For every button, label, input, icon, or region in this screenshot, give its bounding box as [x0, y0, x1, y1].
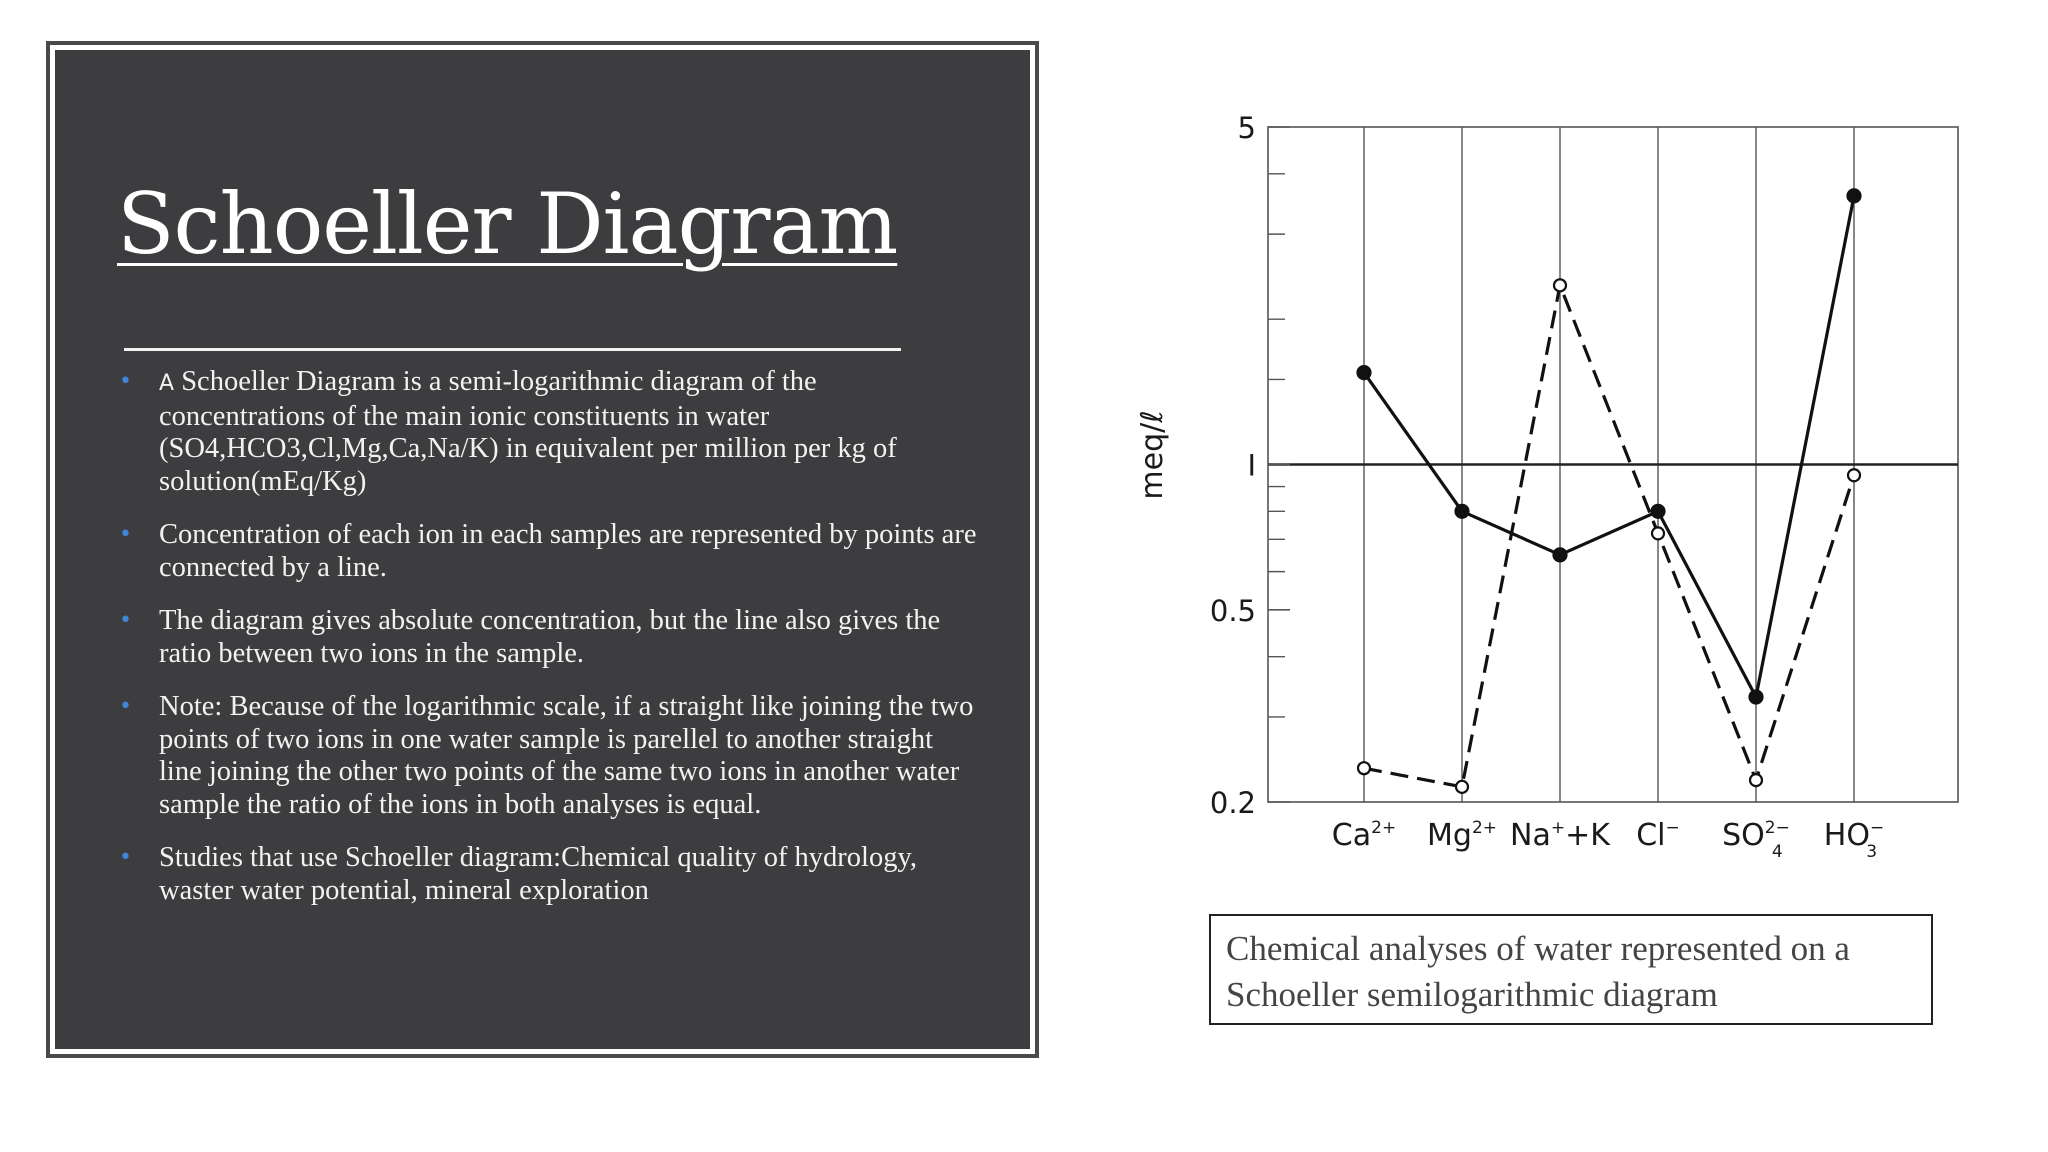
bullet-item	[119, 605, 979, 670]
bullet-text: Schoeller Diagram is a semi-logarithmic diagram of the concentrations of the main ionic constituents in water (SO4,HCO3,Cl,Mg,Ca,Na/K) in equivalent per million per kg of solution(mEq/Kg)	[159, 366, 897, 497]
series-2-point	[1554, 279, 1566, 291]
series-2-point	[1750, 774, 1762, 786]
series-1-point	[1848, 189, 1861, 202]
series-line-2	[1364, 285, 1854, 787]
bullet-item	[119, 519, 979, 584]
series-2-point	[1652, 527, 1664, 539]
bullet-item	[119, 691, 979, 821]
series-2-point	[1848, 469, 1860, 481]
bullet-marker: •	[119, 694, 132, 719]
bullet-marker: •	[119, 369, 132, 394]
series-1-point	[1652, 505, 1665, 518]
schoeller-chart	[1100, 90, 1980, 870]
bullet-text: Concentration of each ion in each samples are represented by points are connected by a line.	[159, 519, 977, 583]
bullet-text: Studies that use Schoeller diagram:Chemical quality of hydrology, waster water potential, mineral exploration	[159, 842, 917, 906]
bullet-list	[119, 366, 979, 928]
y-axis-label: meq/ℓ	[1135, 410, 1170, 500]
series-line-1	[1364, 196, 1854, 697]
y-tick-label: 5	[1237, 111, 1256, 145]
y-tick-label: 0.2	[1209, 786, 1256, 820]
slide-title: Schoeller Diagram	[117, 175, 898, 273]
y-tick-label: I	[1247, 448, 1256, 483]
series-1-point	[1554, 548, 1567, 561]
x-tick-label: $Mg^{2+}$	[1427, 818, 1497, 853]
bullet-marker: •	[119, 522, 132, 547]
bullet-text: The diagram gives absolute concentration, but the line also gives the ratio between two ions in the sample.	[159, 605, 941, 669]
series-1-point	[1456, 505, 1469, 518]
bullet-text: Note: Because of the logarithmic scale, if a straight like joining the two points of two ions in one water sample is parellel to another straight line joining the other two points of the same two ions in another water sample the ratio of the ions in both analyses is equal.	[159, 691, 974, 820]
title-divider	[124, 348, 901, 351]
bullet-item	[119, 842, 979, 907]
series-1-point	[1358, 366, 1371, 379]
x-tick-label: Na++K	[1510, 818, 1610, 853]
bullet-marker: •	[119, 608, 132, 633]
bullet-item	[119, 366, 979, 498]
series-2-point	[1358, 762, 1370, 774]
bullet-marker: •	[119, 845, 132, 870]
series-1-point	[1750, 690, 1763, 703]
content-panel	[46, 41, 1039, 1058]
chart-caption: Chemical analyses of water represented on a Schoeller semilogarithmic diagram	[1209, 914, 1933, 1025]
y-tick-label: 0.5	[1209, 593, 1256, 628]
x-tick-label: Cl−	[1636, 818, 1680, 853]
x-tick-label: $SO^{2-}$ 4	[1722, 818, 1790, 862]
x-tick-label: HO− 3	[1823, 818, 1885, 862]
bullet-lead-word: A	[159, 371, 175, 396]
x-tick-label: $Ca^{2+}$	[1331, 818, 1397, 853]
content-panel-inner	[55, 50, 1030, 1049]
series-2-point	[1456, 781, 1468, 793]
